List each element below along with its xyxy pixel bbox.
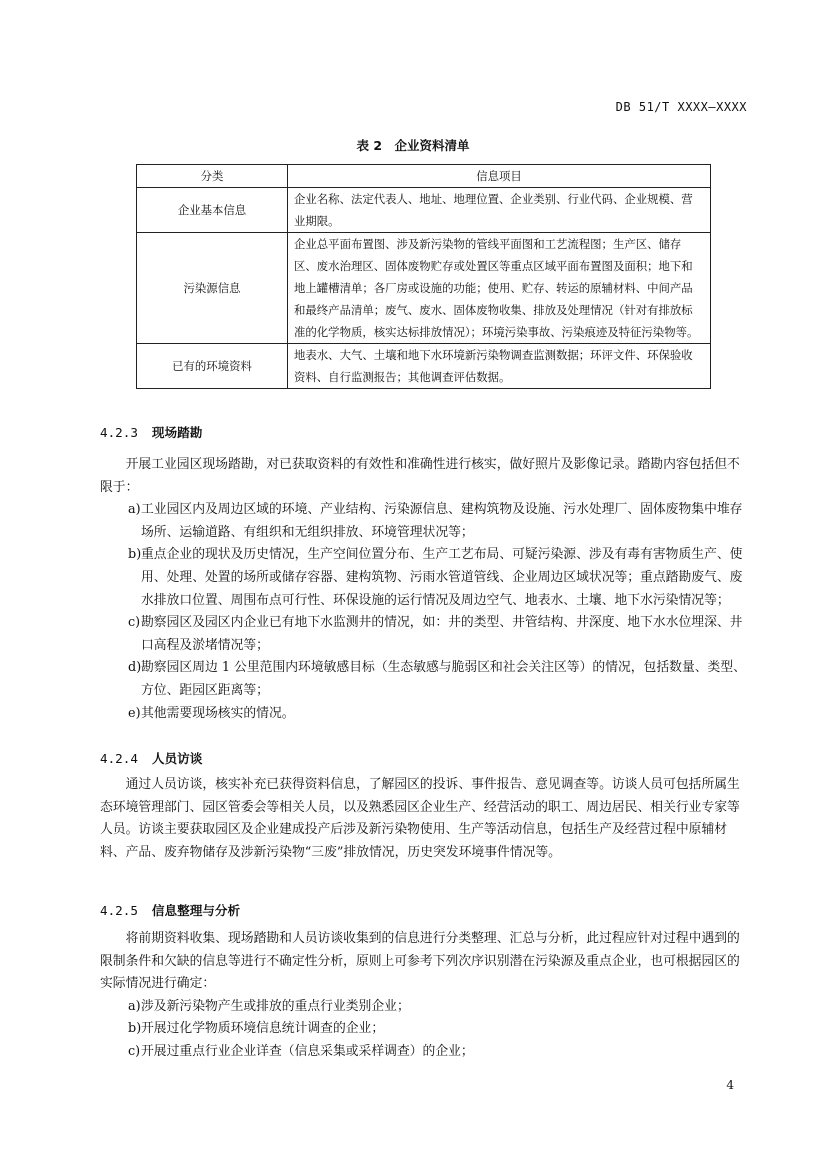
section-title: 现场踏勘 xyxy=(151,425,203,440)
section-intro: 将前期资料收集、现场踏勘和人员访谈收集到的信息进行分类整理、汇总与分析，此过程应针对过程中遇到的限制条件和欠缺的信息等进行不确定性分析，原则上可参考下列次序识别潜在污染源及重点企业，也可根据园区的实际情况进行确定： xyxy=(100,931,740,992)
list-item xyxy=(100,499,750,544)
list-item xyxy=(100,703,750,726)
list-item xyxy=(100,1018,750,1041)
section-title: 人员访谈 xyxy=(151,751,203,766)
table-header-row xyxy=(137,165,711,188)
list-marker: a) xyxy=(128,998,141,1014)
list-item xyxy=(100,1041,750,1064)
table-row xyxy=(137,233,711,344)
section-heading-4-2-5 xyxy=(100,900,240,919)
list-item-text: 重点企业的现状及历史情况，生产空间位置分布、生产工艺布局、可疑污染源、涉及有毒有害物质生产、使用、处理、处置的场所或储存容器、建构筑物、污雨水管道管线、企业周边区域状况等；重点踏勘废气、废水排放口位置、周围布点可行性、环保设施的运行情况及周边空气、地表水、土壤、地下水污染情况等； xyxy=(141,547,743,608)
list-item-text: 涉及新污染物产生或排放的重点行业类别企业； xyxy=(141,998,410,1014)
list-marker: c) xyxy=(128,1043,141,1059)
table-row xyxy=(137,188,711,233)
list-marker: e) xyxy=(128,705,141,721)
section-body-4-2-3 xyxy=(100,454,750,725)
list-marker: d) xyxy=(128,660,142,676)
section-title: 信息整理与分析 xyxy=(151,903,241,918)
list-item-text: 勘察园区及园区内企业已有地下水监测井的情况，如：井的类型、井管结构、井深度、地下水水位埋深、井口高程及淤堵情况等； xyxy=(141,615,743,653)
section-body-4-2-5 xyxy=(100,928,750,1064)
table-row xyxy=(137,344,711,389)
section-number: 4.2.5 xyxy=(100,903,138,918)
section-paragraph: 通过人员访谈，核实补充已获得资料信息，了解园区的投诉、事件报告、意见调查等。访谈人员可包括所属生态环境管理部门、园区管委会等相关人员，以及熟悉园区企业生产、经营活动的职工、周边居民、相关行业专家等人员。访谈主要获取园区及企业建成投产后涉及新污染物使用、生产等活动信息，包括生产及经营过程中原辅材料、产品、废弃物储存及涉新污染物“三废”排放情况，历史突发环境事件情况等。 xyxy=(100,777,740,860)
list-item-text: 开展过化学物质环境信息统计调查的企业； xyxy=(141,1021,385,1037)
section-heading-4-2-3 xyxy=(100,422,202,441)
section-number: 4.2.3 xyxy=(100,425,138,440)
section-intro: 开展工业园区现场踏勘，对已获取资料的有效性和准确性进行核实，做好照片及影像记录。踏勘内容包括但不限于： xyxy=(100,457,740,495)
table-title: 表 2 企业资料清单 xyxy=(356,138,470,153)
site-survey-list xyxy=(100,499,750,725)
list-item xyxy=(100,612,750,657)
priority-order-list xyxy=(100,996,750,1064)
list-item xyxy=(100,657,750,702)
section-body-4-2-4 xyxy=(100,774,750,864)
table-cell-items: 地表水、大气、土壤和地下水环境新污染物调查监测数据；环评文件、环保验收资料、自行监测报告；其他调查评估数据。 xyxy=(288,344,711,389)
table-cell-items: 企业名称、法定代表人、地址、地理位置、企业类别、行业代码、企业规模、营业期限。 xyxy=(288,188,711,233)
enterprise-info-table xyxy=(136,164,711,389)
table-cell-category: 污染源信息 xyxy=(137,233,288,344)
list-item xyxy=(100,996,750,1019)
column-header-items: 信息项目 xyxy=(288,165,711,188)
table-cell-category: 企业基本信息 xyxy=(137,188,288,233)
list-item-text: 其他需要现场核实的情况。 xyxy=(141,705,295,721)
table-cell-items: 企业总平面布置图、涉及新污染物的管线平面图和工艺流程图；生产区、储存区、废水治理区、固体废物贮存或处置区等重点区域平面布置图及面积；地下和地上罐槽清单；各厂房或设施的功能；使用、贮存、转运的原辅材料、中间产品和最终产品清单；废气、废水、固体废物收集、排放及处理情况（针对有排放标准的化学物质，核实达标排放情况）；环境污染事故、污染痕迹及特征污染物等。 xyxy=(288,233,711,344)
list-item-text: 开展过重点行业企业详查（信息采集或采样调查）的企业； xyxy=(141,1043,474,1059)
list-marker: c) xyxy=(128,615,141,631)
list-item-text: 工业园区内及周边区域的环境、产业结构、污染源信息、建构筑物及设施、污水处理厂、固体废物集中堆存场所、运输道路、有组织和无组织排放、环境管理状况等； xyxy=(141,502,743,540)
section-number: 4.2.4 xyxy=(100,751,138,766)
table-cell-category: 已有的环境资料 xyxy=(137,344,288,389)
list-marker: b) xyxy=(128,547,142,563)
list-item-text: 勘察园区周边 1 公里范围内环境敏感目标（生态敏感与脆弱区和社会关注区等）的情况，包括数量、类型、方位、距园区距离等； xyxy=(141,660,746,698)
document-code: DB 51/T XXXX—XXXX xyxy=(615,100,747,114)
section-heading-4-2-4 xyxy=(100,748,202,767)
page-number: 4 xyxy=(726,1078,734,1092)
list-item xyxy=(100,544,750,612)
list-marker: b) xyxy=(128,1021,142,1037)
list-marker: a) xyxy=(128,502,141,518)
column-header-category: 分类 xyxy=(137,165,288,188)
